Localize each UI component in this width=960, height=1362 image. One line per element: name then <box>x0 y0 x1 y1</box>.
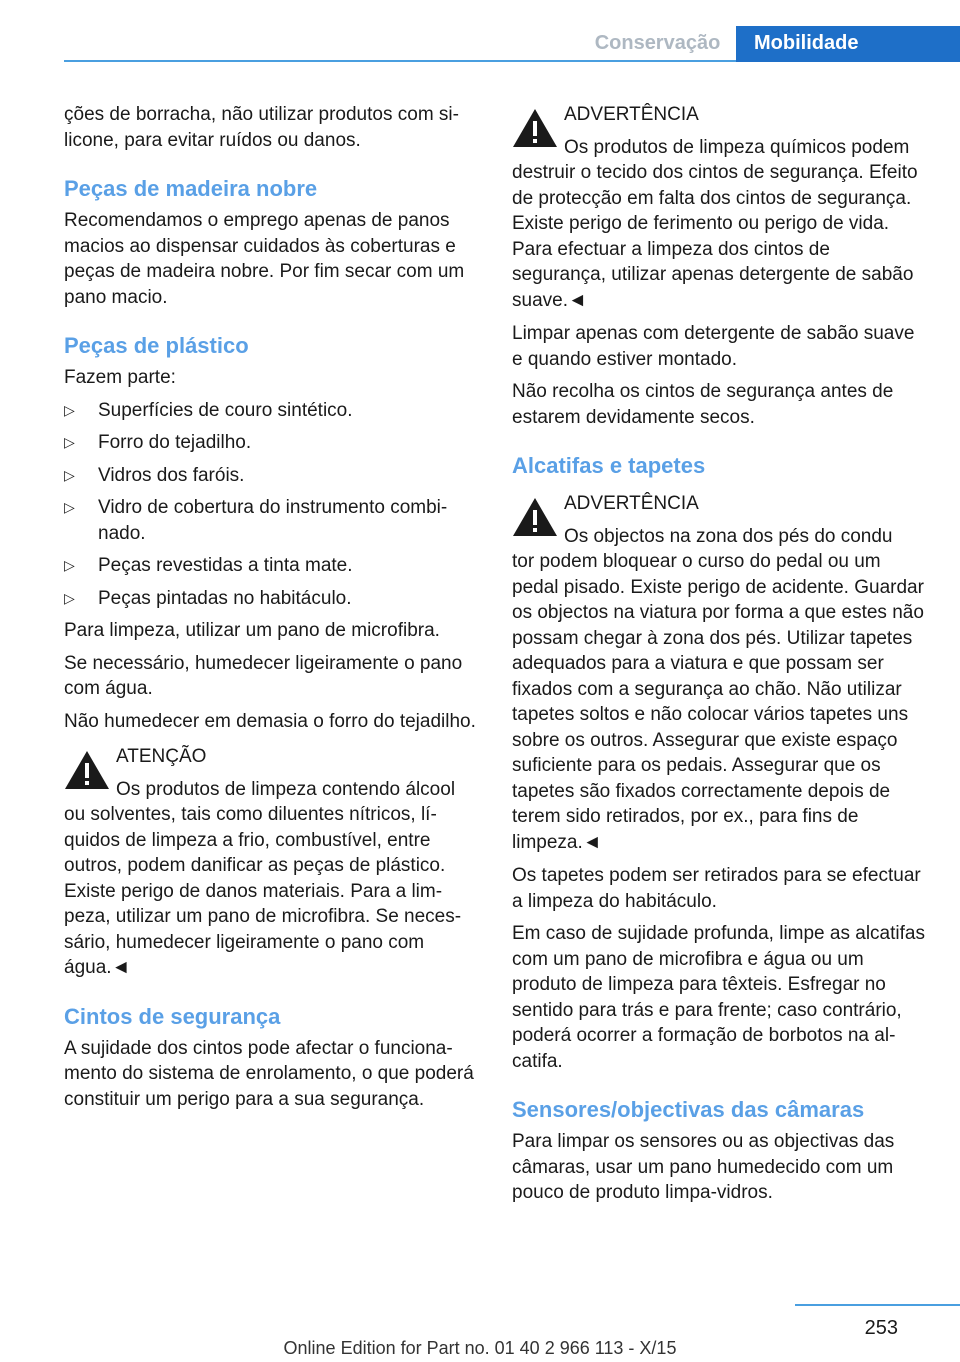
list-item: ▷ Vidros dos faróis. <box>64 463 480 489</box>
paragraph-nao-humedecer: Não humedecer em demasia o forro do tejadilho. <box>64 710 476 732</box>
paragraph-madeira: Recomendamos o emprego apenas de panos macios ao dispensar cuidados às coberturas e peças de madeira nobre. Por fim secar com um pano macio. <box>64 210 465 308</box>
paragraph-fazem-parte: Fazem parte: <box>64 367 176 388</box>
paragraph-limpar: Limpar apenas com detergente de sabão suave e quando estiver montado. <box>512 323 915 370</box>
paragraph-humedecer: Se necessário, humedecer ligeiramente o pano com água. <box>64 652 463 699</box>
warning-triangle-icon <box>512 108 558 148</box>
tab-conservacao[interactable]: Conservação <box>594 32 721 54</box>
triangle-bullet-icon: ▷ <box>64 401 75 418</box>
warning-advertencia-cintos <box>512 102 928 313</box>
warning-text-first-line: Os produtos de limpeza químicos podem <box>564 136 910 158</box>
triangle-bullet-icon: ▷ <box>64 434 75 450</box>
warning-text-first-line: Os objectos na zona dos pés do condu <box>564 525 893 547</box>
list-item: ▷ Peças revestidas a tinta mate. <box>64 553 480 579</box>
warning-text: tor podem bloquear o curso do pedal ou um pedal pisado. Existe perigo de acidente. Guardar os objectos na viatura por forma a que estes não possam chegar à zona dos pés. Utilizar tapetes adequados para a viatura e que possam ser fixados com a segurança ao chão. Não utilizar tapetes soltos e não colocar vários tapetes uns sobre os outros. Assegurar que existe espaço suficiente para os pedais. Assegurar que os tapetes são fixados correctamente depois de terem sido retirados, por ex., para fins de limpeza.◄ <box>512 551 924 853</box>
heading-sensores: Sensores/objectivas das câmaras <box>512 1097 865 1122</box>
footer-rule <box>795 1304 960 1306</box>
warning-atencao <box>64 744 480 981</box>
list-item: ▷ Forro do tejadilho. <box>64 430 480 456</box>
list-item: ▷ Vidro de cobertura do instrumento combinado. <box>64 497 448 544</box>
paragraph-sensores: Para limpar os sensores ou as objectivas das câmaras, usar um pano humedecido com um pouco de produto limpa-vidros. <box>512 1131 895 1203</box>
paragraph-nao-recolha: Não recolha os cintos de segurança antes de estarem devidamente secos. <box>512 381 894 428</box>
warning-title: ADVERTÊNCIA <box>564 493 699 514</box>
paragraph-cintos: A sujidade dos cintos pode afectar o funcionamento do sistema de enrolamento, o que poderá constituir um perigo para a sua segurança. <box>64 1037 474 1110</box>
right-column <box>512 102 928 1213</box>
paragraph-intro: ções de borracha, não utilizar produtos com silicone, para evitar ruídos ou danos. <box>64 104 459 151</box>
heading-plastico: Peças de plástico <box>64 333 249 358</box>
warning-text: destruir o tecido dos cintos de segurança. Efeito de protecção em falta dos cintos de segurança. Existe perigo de ferimento ou perigo de vida. Para efectuar a limpeza dos cintos de segurança, utilizar apenas detergente de sabão suave.◄ <box>512 162 918 311</box>
warning-text: ou solventes, tais como diluentes nítricos, líquidos de limpeza a frio, combustível, entre outros, podem danificar as peças de plástico. Existe perigo de danos materiais. Para a limpeza, utilizar um pano de microfibra. Se necessário, humedecer ligeiramente o pano com água.◄ <box>64 804 462 978</box>
triangle-bullet-icon: ▷ <box>64 466 75 483</box>
page-number: 253 <box>864 1317 898 1339</box>
triangle-bullet-icon: ▷ <box>64 499 75 515</box>
paragraph-tapetes: Os tapetes podem ser retirados para se efectuar a limpeza do habitáculo. <box>512 865 921 912</box>
warning-advertencia-tapetes <box>512 491 928 855</box>
heading-alcatifas: Alcatifas e tapetes <box>512 453 706 478</box>
triangle-bullet-icon: ▷ <box>64 557 75 573</box>
list-item: ▷ Superfícies de couro sintético. <box>64 398 480 424</box>
warning-title: ATENÇÃO <box>116 746 207 767</box>
paragraph-limpeza: Para limpeza, utilizar um pano de microfibra. <box>64 620 440 641</box>
list-item: ▷ Peças pintadas no habitáculo. <box>64 586 480 612</box>
warning-triangle-icon <box>64 750 110 790</box>
warning-triangle-icon <box>512 497 558 537</box>
warning-text-first-line: Os produtos de limpeza contendo álcool <box>116 778 456 800</box>
triangle-bullet-icon: ▷ <box>64 589 75 606</box>
tab-mobilidade[interactable]: Mobilidade <box>736 26 960 62</box>
paragraph-sujidade: Em caso de sujidade profunda, limpe as alcatifas com um pano de microfibra e água ou um produto de limpeza para têxteis. Esfregar no sentido para trás e para frente; caso contrário, poderá ocorrer a formação de borbotos na alcatifa. <box>512 923 925 1072</box>
bullet-list <box>64 398 480 612</box>
heading-madeira: Peças de madeira nobre <box>64 176 318 201</box>
warning-title: ADVERTÊNCIA <box>564 104 699 125</box>
heading-cintos: Cintos de segurança <box>64 1003 281 1029</box>
footer-edition: Online Edition for Part no. 01 40 2 966 113 - X/15 <box>283 1338 677 1358</box>
left-column <box>64 102 480 1119</box>
